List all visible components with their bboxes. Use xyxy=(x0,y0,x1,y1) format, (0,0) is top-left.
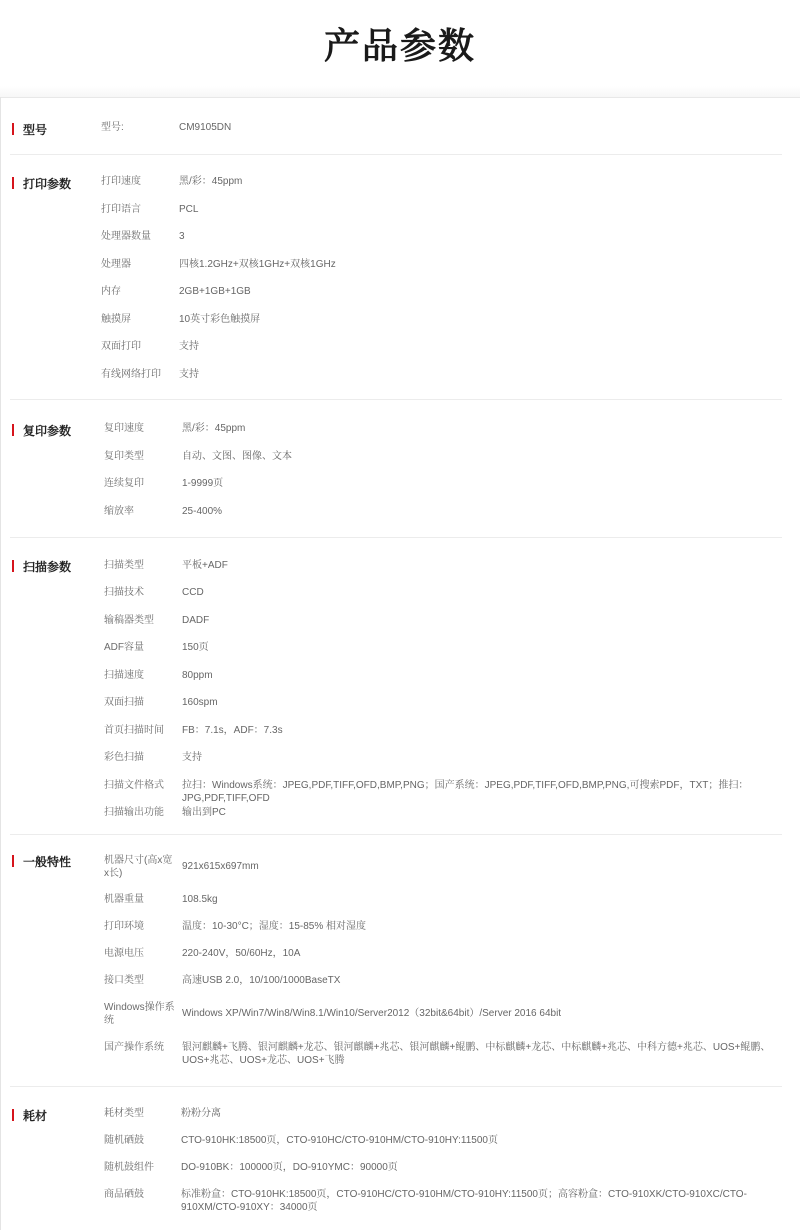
spec-value: 温度：10-30°C；湿度：15-85% 相对湿度 xyxy=(182,921,367,932)
spec-label: 内存 xyxy=(101,286,121,297)
table-left-border xyxy=(0,97,1,1230)
spec-label: 输稿器类型 xyxy=(104,615,154,626)
spec-label: 型号: xyxy=(101,122,124,133)
section-header xyxy=(12,421,71,439)
spec-value: 黑/彩：45ppm xyxy=(182,423,246,434)
spec-value: 25-400% xyxy=(182,506,223,517)
spec-value: 10英寸彩色触摸屏 xyxy=(179,314,261,325)
spec-label: 双面打印 xyxy=(101,341,141,352)
section-title: 打印参数 xyxy=(23,176,72,191)
spec-label: 扫描速度 xyxy=(104,670,144,681)
spec-value: CCD xyxy=(182,587,204,598)
spec-label: 打印环境 xyxy=(104,921,144,932)
spec-label: 机器重量 xyxy=(104,894,144,905)
spec-value: Windows XP/Win7/Win8/Win8.1/Win10/Server2012（32bit&64bit）/Server 2016 64bit xyxy=(182,1008,562,1019)
spec-value: 160spm xyxy=(182,697,218,708)
spec-label: 缩放率 xyxy=(104,506,134,517)
page-title: 产品参数 xyxy=(323,26,476,67)
spec-label: ADF容量 xyxy=(104,642,144,653)
spec-value: 四核1.2GHz+双核1GHz+双核1GHz xyxy=(179,259,336,270)
spec-label: 耗材类型 xyxy=(104,1108,144,1119)
spec-value: 921x615x697mm xyxy=(182,861,259,872)
section-marker xyxy=(12,855,14,867)
spec-value: 支持 xyxy=(179,369,199,380)
spec-value: CTO-910HK:18500页，CTO-910HC/CTO-910HM/CTO-910HY:11500页 xyxy=(181,1135,498,1146)
spec-label: 首页扫描时间 xyxy=(104,725,164,736)
section-divider xyxy=(10,537,782,538)
spec-value: 150页 xyxy=(182,642,209,653)
spec-value: 1-9999页 xyxy=(182,478,224,489)
spec-value: 108.5kg xyxy=(182,894,218,905)
spec-label: 连续复印 xyxy=(104,478,144,489)
section-header xyxy=(12,120,47,138)
spec-value: DADF xyxy=(182,615,210,626)
table-top-border xyxy=(0,97,800,98)
spec-value: 220-240V，50/60Hz，10A xyxy=(182,948,301,959)
spec-value: 高速USB 2.0，10/100/1000BaseTX xyxy=(182,975,341,986)
spec-label: 复印速度 xyxy=(104,423,144,434)
section-title: 扫描参数 xyxy=(23,559,72,574)
spec-value: 2GB+1GB+1GB xyxy=(179,286,251,297)
spec-value: 3 xyxy=(179,231,185,242)
spec-value: 平板+ADF xyxy=(182,560,228,571)
spec-label: 机器尺寸(高x宽x长) xyxy=(104,855,173,879)
section-header xyxy=(12,852,71,870)
spec-label: 双面扫描 xyxy=(104,697,144,708)
spec-value: 粉粉分离 xyxy=(181,1108,221,1119)
section-title: 复印参数 xyxy=(23,423,72,438)
spec-label: 国产操作系统 xyxy=(104,1042,164,1053)
spec-label: 扫描输出功能 xyxy=(104,807,164,818)
section-marker xyxy=(12,177,14,189)
spec-label: 复印类型 xyxy=(104,451,144,462)
spec-label: Windows操作系统 xyxy=(104,1002,175,1026)
section-divider xyxy=(10,154,782,155)
section-divider xyxy=(10,399,782,400)
spec-value: 自动、文图、图像、文本 xyxy=(182,451,292,462)
spec-label: 打印速度 xyxy=(101,176,141,187)
spec-value: FB：7.1s，ADF：7.3s xyxy=(182,725,283,736)
section-marker xyxy=(12,424,14,436)
spec-value: 黑/彩：45ppm xyxy=(179,176,243,187)
section-divider xyxy=(10,1086,782,1087)
spec-label: 处理器 xyxy=(101,259,131,270)
spec-value: 拉扫：Windows系统：JPEG,PDF,TIFF,OFD,BMP,PNG；国产系统：JPEG,PDF,TIFF,OFD,BMP,PNG,可搜索PDF，TXT；推扫：JPG,PDF,TIFF,OFD xyxy=(182,780,749,804)
spec-value: 输出到PC xyxy=(182,807,226,818)
spec-label: 电源电压 xyxy=(104,948,144,959)
section-header xyxy=(12,174,71,192)
spec-label: 扫描文件格式 xyxy=(104,780,164,791)
section-title: 一般特性 xyxy=(23,854,72,869)
spec-value: PCL xyxy=(179,204,199,215)
spec-label: 处理器数量 xyxy=(101,231,151,242)
spec-value: 支持 xyxy=(182,752,202,763)
spec-label: 扫描类型 xyxy=(104,560,144,571)
spec-label: 有线网络打印 xyxy=(101,369,161,380)
spec-label: 随机鼓组件 xyxy=(104,1162,154,1173)
spec-label: 打印语言 xyxy=(101,204,141,215)
section-marker xyxy=(12,1109,14,1121)
spec-label: 触摸屏 xyxy=(101,314,131,325)
section-marker xyxy=(12,560,14,572)
section-title: 耗材 xyxy=(23,1108,48,1123)
spec-label: 接口类型 xyxy=(104,975,144,986)
spec-value: 80ppm xyxy=(182,670,213,681)
section-title: 型号 xyxy=(23,122,48,137)
section-header xyxy=(12,557,71,575)
section-marker xyxy=(12,123,14,135)
spec-value: 支持 xyxy=(179,341,199,352)
spec-value: CM9105DN xyxy=(179,122,232,133)
spec-label: 彩色扫描 xyxy=(104,752,144,763)
spec-label: 扫描技术 xyxy=(104,587,144,598)
spec-value: DO-910BK：100000页，DO-910YMC：90000页 xyxy=(181,1162,398,1173)
section-header xyxy=(12,1106,47,1124)
spec-value: 标准粉盒：CTO-910HK:18500页，CTO-910HC/CTO-910HM/CTO-910HY:11500页；高容粉盒：CTO-910XK/CTO-910XC/CTO-910XM/CTO-910XY：34000页 xyxy=(181,1189,747,1213)
spec-value: 银河麒麟+飞腾、银河麒麟+龙芯、银河麒麟+兆芯、银河麒麟+鲲鹏、中标麒麟+龙芯、中标麒麟+兆芯、中科方德+兆芯、UOS+鲲鹏、UOS+兆芯、UOS+龙芯、UOS+飞腾 xyxy=(182,1042,771,1066)
section-divider xyxy=(10,834,782,835)
spec-label: 商品硒鼓 xyxy=(104,1189,144,1200)
spec-label: 随机硒鼓 xyxy=(104,1135,144,1146)
